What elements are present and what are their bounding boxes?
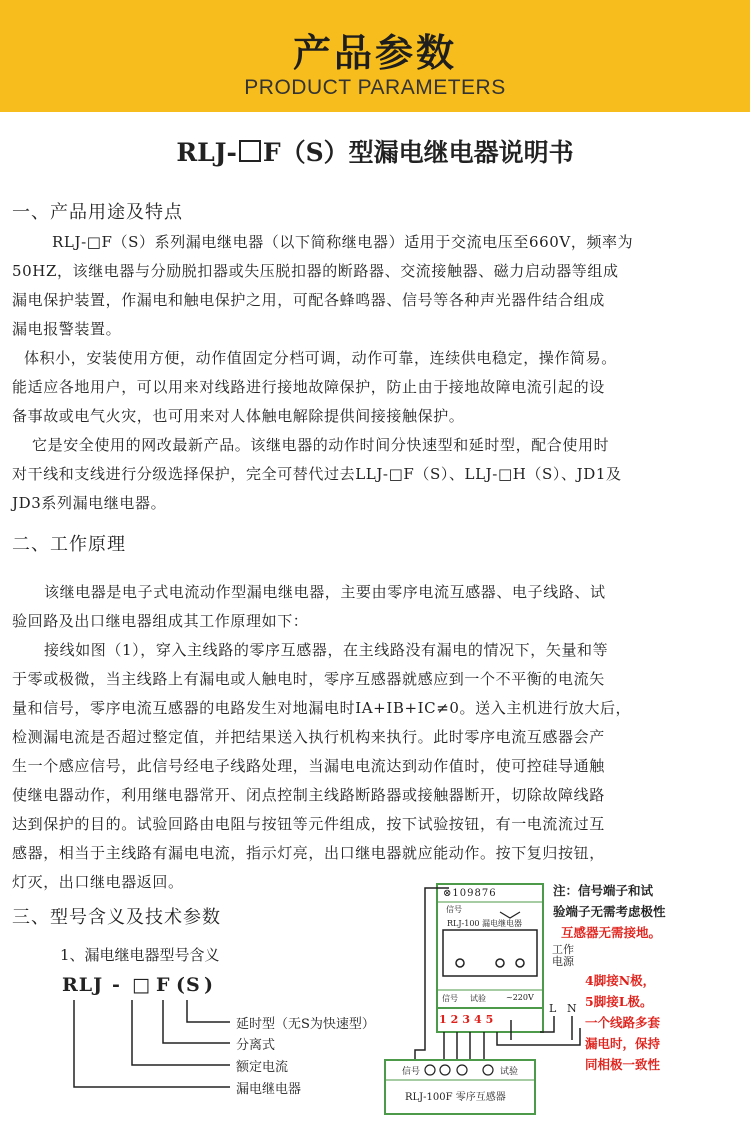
- section-2-body: 该继电器是电子式电流动作型漏电继电器，主要由零序电流互感器、电子线路、试 验回路及出口继电器组成其工作原理如下： 接线如图（1），穿入主线路的零序互感器，在主线路没有漏电的情况下，矢量和等 于零或极微，当主线路上有漏电或人触电时，零序互感器就感应到一个不平衡的电流矢 量和信号，零序电流互感器的电路发生对地漏电时IA+IB+IC≠0。送入主机进行放大后， 检测漏电流是否超过整定值，并把结果送入执行机构来执行。此时零序电流互感器会产 生一个感应信号，此信号经电子线路处理，当漏电电流达到动作值时，使可控硅导通触 使继电器动作，利用继电器常开、闭点控制主线路断路器或接触器断开，切除故障线路 达到保护的目的。试验回路由电阻与按钮等元件组成，按下试验按钮，有一电流流过互 感器，相当于主线路有漏电电流，指示灯亮，出口继电器就应能动作。按下复归按钮， 灯灭，出口继电器返回。: [12, 583, 632, 891]
- banner-title: 产品参数: [292, 31, 457, 75]
- legend-leakage-relay: 漏电继电器: [236, 1082, 302, 1097]
- section-3-heading: 三、型号含义及技术参数: [12, 907, 221, 928]
- legend-separate-type: 分离式: [236, 1038, 276, 1053]
- ct-name: RLJ-100F 零序互感器: [405, 1092, 506, 1103]
- ct-signal-label: 信号: [402, 1067, 421, 1077]
- relay-body: [437, 884, 543, 1008]
- power-n-label: N: [567, 1002, 577, 1015]
- banner-subtitle: PRODUCT PARAMETERS: [244, 76, 506, 99]
- ct-test-label: 试验: [500, 1067, 519, 1077]
- relay-bottom-terminals: 12345: [439, 1013, 498, 1026]
- document-title: RLJ- F（S）型漏电继电器说明书: [176, 138, 574, 167]
- relay-voltage-label: ~220V: [506, 993, 534, 1002]
- power-supply-label: 工作电源: [552, 943, 574, 968]
- note-polarity: 注：信号端子和试 验端子无需考虑极性 互感器无需接地。: [553, 883, 666, 940]
- note-wiring: 4脚接N极， 5脚接L极。 一个线路多套 漏电时，保持 同相极一致性: [585, 973, 661, 1072]
- power-l-label: L: [549, 1002, 557, 1015]
- legend-delay-type: 延时型（无S为快速型）: [236, 1017, 375, 1032]
- section-1-heading: 一、产品用途及特点: [12, 202, 183, 223]
- relay-name: RLJ-100 漏电继电器: [447, 919, 523, 928]
- section-2-heading: 二、工作原理: [12, 534, 126, 555]
- legend-rated-current: 额定电流: [236, 1060, 289, 1075]
- relay-bottom-signal-label: 信号: [442, 994, 458, 1003]
- relay-signal-label: 信号: [446, 905, 462, 914]
- section-1-body: RLJ-□F（S）系列漏电继电器（以下简称继电器）适用于交流电压至660V，频率为 50HZ，该继电器与分励脱扣器或失压脱扣器的断路器、交流接触器、磁力启动器等组成 漏电保护装置，作漏电和触电保护之用，可配各蜂鸣器、信号等各种声光器件结合组成 漏电报警装置。 体积小，安装使用方便，动作值固定分档可调，动作可靠，连续供电稳定，操作简易。 能适应各地用户，可以用来对线路进行接地故障保护，防止由于接地故障电流引起的设 备事故或电气火灾，也可用来对人体触电解除提供间接接触保护。 它是安全使用的网改最新产品。该继电器的动作时间分快速型和延时型，配合使用时 对干线和支线进行分级选择保护，完全可替代过去LLJ-□F（S）、LLJ-□H（S）、JD1及 JD3系列漏电继电器。: [12, 233, 634, 512]
- relay-bottom-test-label: 试验: [470, 994, 486, 1003]
- relay-top-terminals: ⊗109876: [443, 888, 497, 899]
- model-meaning-subheading: 1、漏电继电器型号含义: [60, 946, 220, 964]
